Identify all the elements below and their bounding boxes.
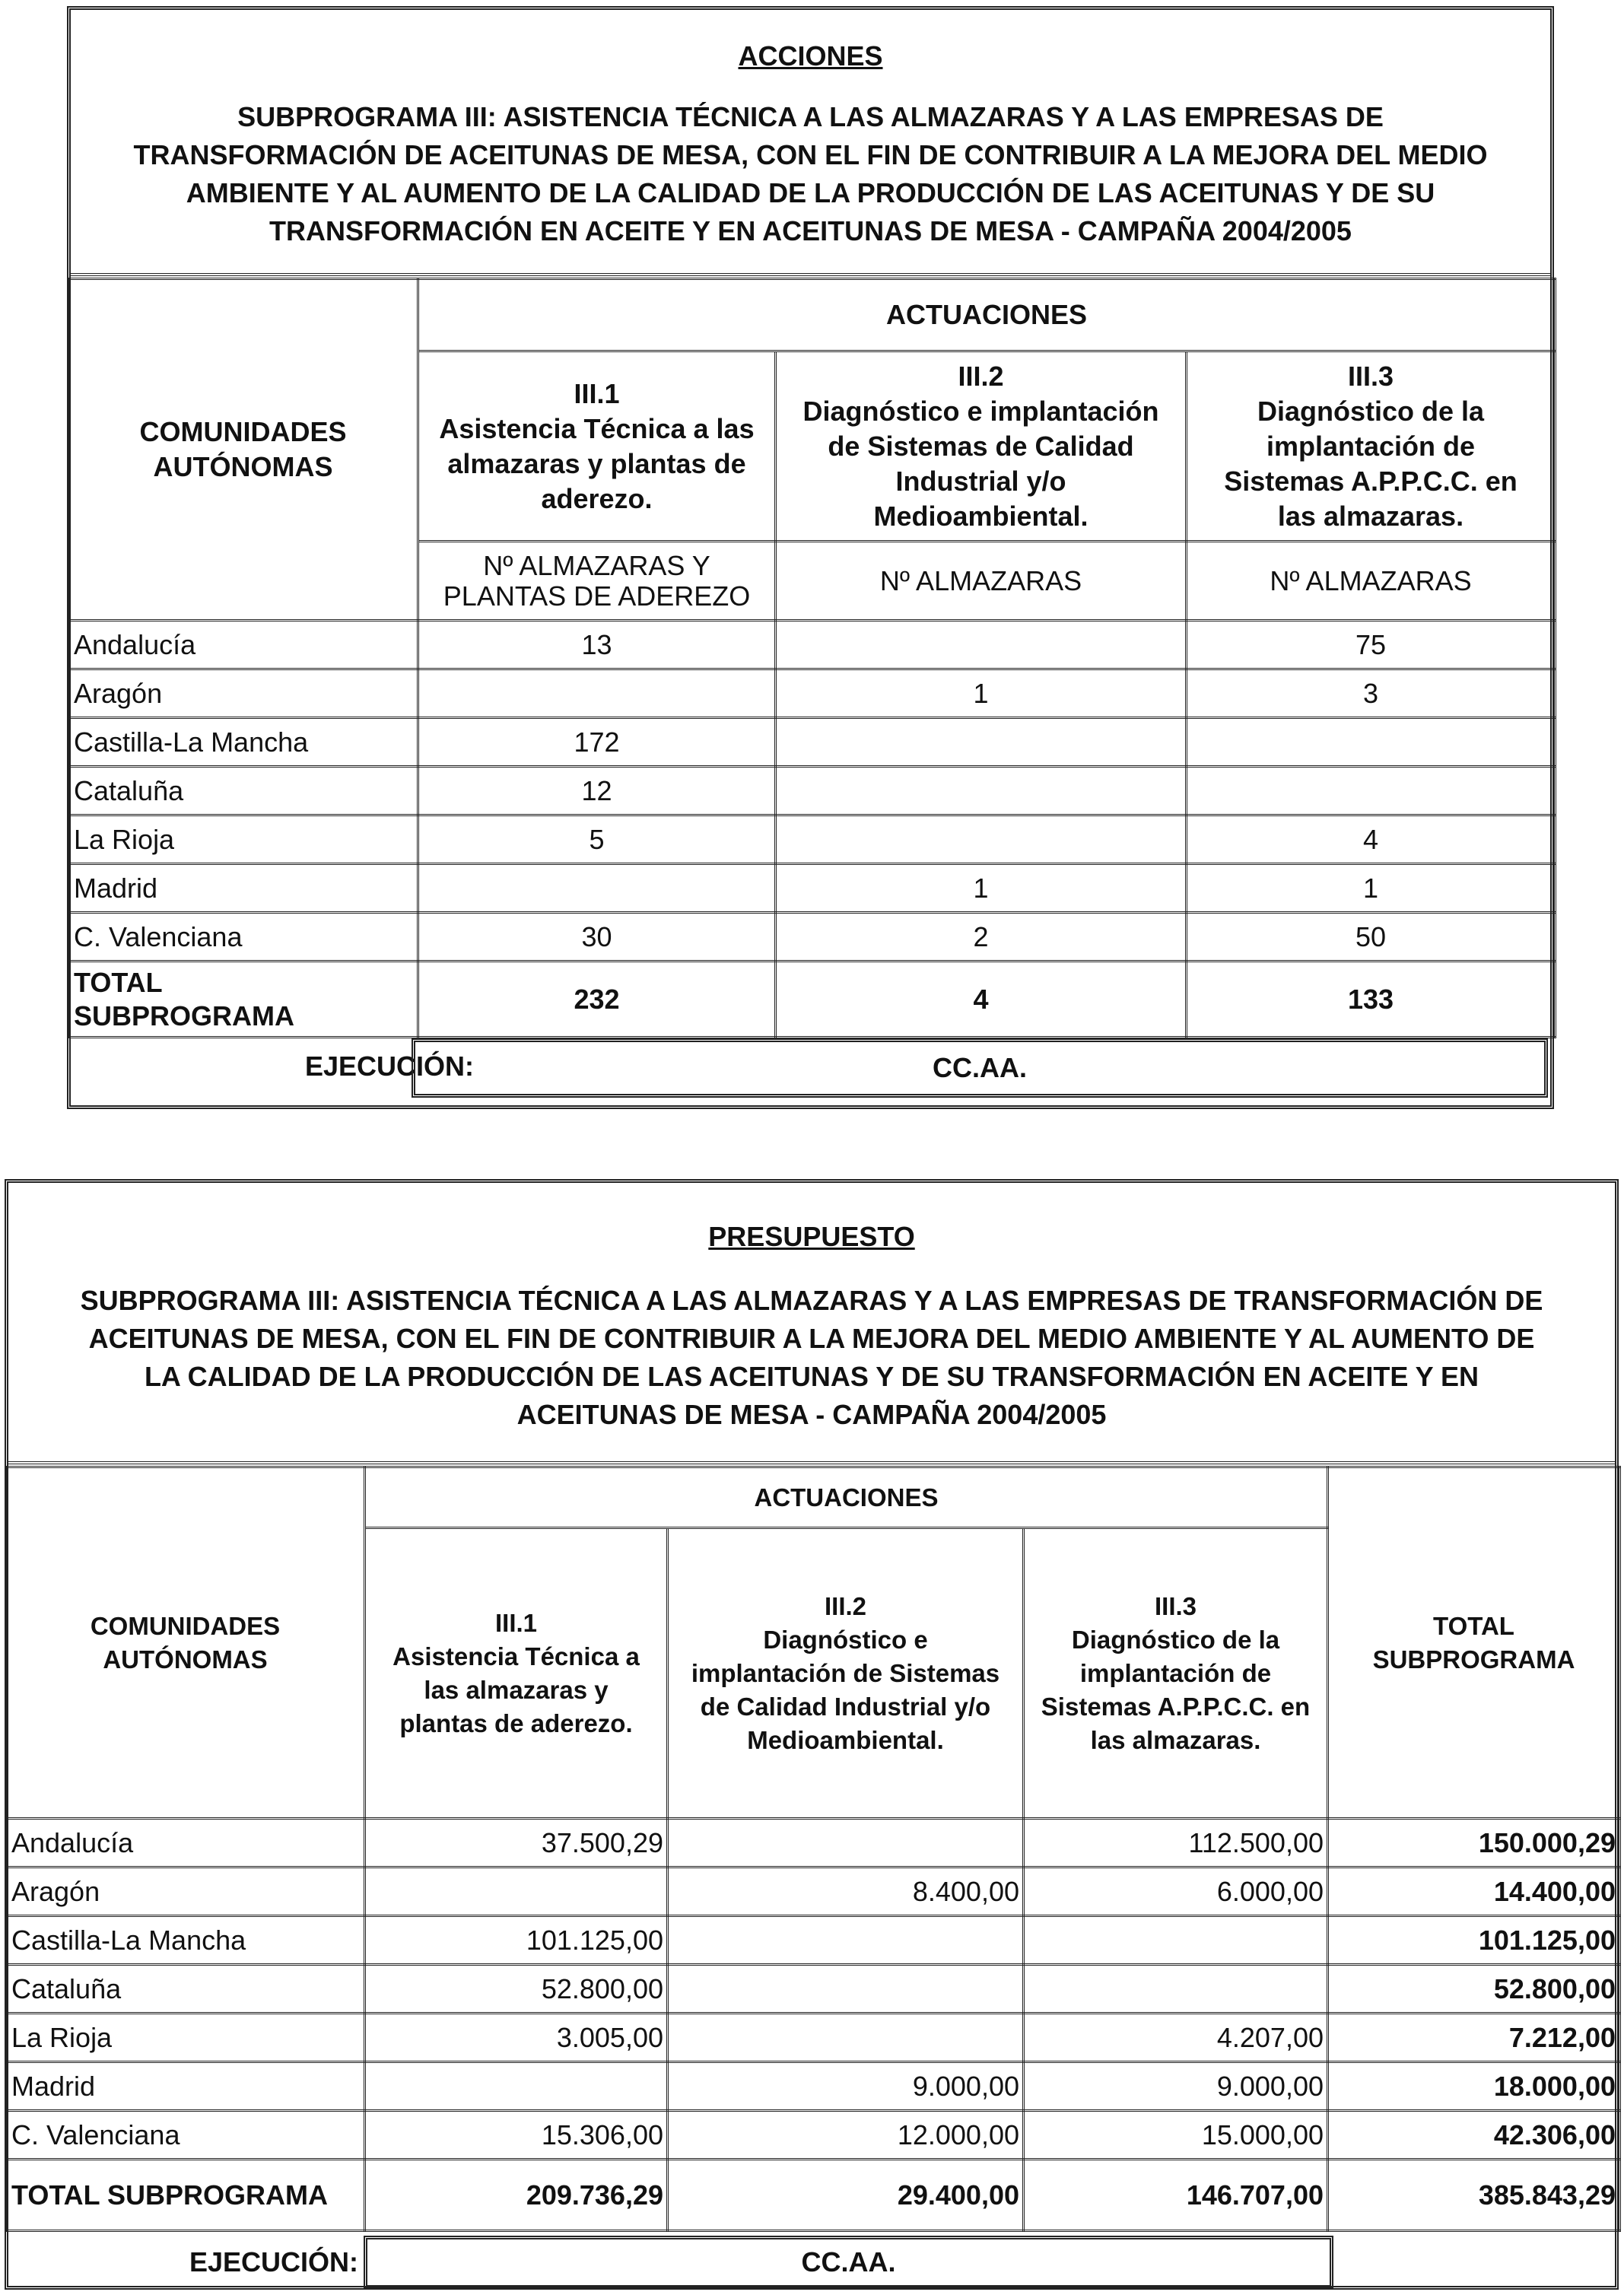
value-cell (365, 2062, 668, 2111)
acciones-unit (418, 542, 776, 621)
col-desc-line: Sistemas A.P.P.C.C. en (1224, 465, 1518, 497)
value-cell: 37.500,29 (365, 1819, 668, 1867)
value-cell: 1 (1187, 864, 1556, 913)
row-total-cell: 52.800,00 (1328, 1965, 1620, 2014)
value-cell: 101.125,00 (365, 1916, 668, 1965)
region-cell: Andalucía (68, 621, 418, 669)
col-code: III.3 (1347, 360, 1394, 392)
col-desc-line: Industrial y/o (895, 465, 1066, 497)
region-cell: Cataluña (68, 767, 418, 815)
presupuesto-panel (5, 1179, 1619, 2290)
table-row (6, 2014, 1620, 2062)
total-value-cell: 232 (418, 962, 776, 1038)
region-cell: Aragón (68, 669, 418, 718)
row-total-cell: 18.000,00 (1328, 2062, 1620, 2111)
acciones-panel (67, 6, 1554, 1109)
presupuesto-subtitle-line: LA CALIDAD DE LA PRODUCCIÓN DE LAS ACEITUNAS Y DE SU TRANSFORMACIÓN EN ACEITE Y EN (144, 1361, 1479, 1392)
acciones-col-header (418, 351, 776, 542)
total-label-line: SUBPROGRAMA (74, 1000, 295, 1031)
acciones-unit: Nº ALMAZARAS (1187, 542, 1556, 621)
presupuesto-subtitle (8, 1282, 1615, 1434)
value-cell: 1 (776, 669, 1187, 718)
total-header-line: SUBPROGRAMA (1372, 1645, 1575, 1674)
table-row (68, 621, 1556, 669)
acciones-caption: ACCIONES (738, 40, 883, 72)
presupuesto-subtitle-line: ACEITUNAS DE MESA, CON EL FIN DE CONTRIBUIR A LA MEJORA DEL MEDIO AMBIENTE Y AL AUMENTO DE (88, 1323, 1535, 1354)
col-desc-line: Asistencia Técnica a las (439, 412, 755, 444)
value-cell: 172 (418, 718, 776, 767)
col-desc-line: Sistemas A.P.P.C.C. en (1041, 1692, 1311, 1721)
value-cell: 6.000,00 (1024, 1867, 1328, 1916)
value-cell: 75 (1187, 621, 1556, 669)
presupuesto-caption: PRESUPUESTO (708, 1221, 915, 1252)
acciones-actuaciones-header: ACTUACIONES (418, 279, 1556, 351)
col-code: III.1 (494, 1608, 538, 1637)
table-row (6, 2062, 1620, 2111)
row-total-cell: 42.306,00 (1328, 2111, 1620, 2160)
value-cell (776, 767, 1187, 815)
region-cell: La Rioja (6, 2014, 365, 2062)
value-cell: 8.400,00 (668, 1867, 1024, 1916)
unit-line: PLANTAS DE ADEREZO (443, 580, 751, 612)
acciones-unit: Nº ALMAZARAS (776, 542, 1187, 621)
value-cell (1187, 718, 1556, 767)
acciones-col-header (776, 351, 1187, 542)
value-cell (776, 621, 1187, 669)
region-header-line: COMUNIDADES (90, 1611, 281, 1640)
presupuesto-region-header (6, 1467, 365, 1819)
col-desc-line: Diagnóstico de la (1257, 395, 1485, 427)
value-cell (1024, 1965, 1328, 2014)
col-desc-line: las almazaras. (1090, 1725, 1261, 1754)
col-desc-line: las almazaras y (424, 1675, 609, 1704)
col-desc-line: Medioambiental. (873, 500, 1088, 532)
presupuesto-ejecucion-value: CC.AA. (364, 2236, 1333, 2289)
table-row (6, 1965, 1620, 2014)
presupuesto-header (8, 1183, 1615, 1464)
value-cell (668, 1916, 1024, 1965)
value-cell: 13 (418, 621, 776, 669)
value-cell: 112.500,00 (1024, 1819, 1328, 1867)
region-cell: Castilla-La Mancha (6, 1916, 365, 1965)
acciones-subtitle (71, 98, 1550, 250)
value-cell: 3.005,00 (365, 2014, 668, 2062)
col-code: III.3 (1154, 1591, 1197, 1620)
total-header-line: TOTAL (1433, 1611, 1514, 1640)
presupuesto-total-header (1328, 1467, 1620, 1819)
col-desc-line: las almazaras. (1277, 500, 1464, 532)
acciones-subtitle-line: SUBPROGRAMA III: ASISTENCIA TÉCNICA A LAS ALMAZARAS Y A LAS EMPRESAS DE (237, 101, 1384, 132)
presupuesto-col-header (1024, 1528, 1328, 1819)
acciones-header (71, 10, 1550, 276)
value-cell: 2 (776, 913, 1187, 962)
value-cell (668, 1819, 1024, 1867)
col-desc-line: aderezo. (541, 482, 653, 514)
region-header-line: AUTÓNOMAS (153, 451, 333, 482)
value-cell: 9.000,00 (668, 2062, 1024, 2111)
presupuesto-col-header (668, 1528, 1024, 1819)
table-row (68, 669, 1556, 718)
value-cell: 15.000,00 (1024, 2111, 1328, 2160)
row-total-cell: 14.400,00 (1328, 1867, 1620, 1916)
col-desc-line: de Calidad Industrial y/o (700, 1692, 991, 1721)
presupuesto-subtitle-line: SUBPROGRAMA III: ASISTENCIA TÉCNICA A LAS ALMAZARAS Y A LAS EMPRESAS DE TRANSFORMACIÓN DE (80, 1285, 1543, 1316)
col-code: III.2 (958, 360, 1004, 392)
value-cell (668, 1965, 1024, 2014)
value-cell: 3 (1187, 669, 1556, 718)
col-desc-line: almazaras y plantas de (447, 447, 746, 479)
col-desc-line: implantación de Sistemas (691, 1658, 1000, 1687)
col-desc-line: implantación de (1079, 1658, 1272, 1687)
table-row (6, 1819, 1620, 1867)
acciones-ejecucion-value: CC.AA. (412, 1038, 1548, 1098)
value-cell: 50 (1187, 913, 1556, 962)
total-label-cell (68, 962, 418, 1038)
col-code: III.2 (824, 1591, 867, 1620)
value-cell (365, 1867, 668, 1916)
value-cell: 4.207,00 (1024, 2014, 1328, 2062)
region-cell: Andalucía (6, 1819, 365, 1867)
value-cell (1024, 1916, 1328, 1965)
region-cell: Aragón (6, 1867, 365, 1916)
value-cell: 15.306,00 (365, 2111, 668, 2160)
acciones-subtitle-line: AMBIENTE Y AL AUMENTO DE LA CALIDAD DE LA PRODUCCIÓN DE LAS ACEITUNAS Y DE SU (186, 177, 1435, 208)
col-code: III.1 (574, 377, 620, 409)
total-value-cell: 146.707,00 (1024, 2160, 1328, 2231)
col-desc-line: Diagnóstico de la (1071, 1625, 1280, 1654)
col-desc-line: plantas de aderezo. (399, 1709, 633, 1737)
value-cell: 4 (1187, 815, 1556, 864)
value-cell (776, 815, 1187, 864)
row-total-cell: 101.125,00 (1328, 1916, 1620, 1965)
value-cell (668, 2014, 1024, 2062)
presupuesto-table (5, 1466, 1621, 2232)
col-desc-line: Diagnóstico e implantación (802, 395, 1159, 427)
region-cell: La Rioja (68, 815, 418, 864)
region-cell: Madrid (68, 864, 418, 913)
region-cell: C. Valenciana (68, 913, 418, 962)
table-row (6, 1867, 1620, 1916)
presupuesto-col-header (365, 1528, 668, 1819)
total-label-line: TOTAL (74, 966, 163, 998)
region-cell: C. Valenciana (6, 2111, 365, 2160)
acciones-table (67, 278, 1556, 1038)
acciones-ejecucion-label: EJECUCIÓN: (304, 1051, 474, 1082)
acciones-subtitle-line: TRANSFORMACIÓN EN ACEITE Y EN ACEITUNAS DE MESA - CAMPAÑA 2004/2005 (269, 215, 1352, 246)
total-value-cell: 133 (1187, 962, 1556, 1038)
col-desc-line: Medioambiental. (747, 1725, 944, 1754)
region-cell: Madrid (6, 2062, 365, 2111)
region-cell: Castilla-La Mancha (68, 718, 418, 767)
acciones-col-header (1187, 351, 1556, 542)
total-label-cell: TOTAL SUBPROGRAMA (6, 2160, 365, 2231)
table-row (68, 913, 1556, 962)
total-value-cell: 29.400,00 (668, 2160, 1024, 2231)
col-desc-line: de Sistemas de Calidad (828, 430, 1134, 462)
total-value-cell: 209.736,29 (365, 2160, 668, 2231)
table-row (68, 718, 1556, 767)
total-row (6, 2160, 1620, 2231)
value-cell (1187, 767, 1556, 815)
row-total-cell: 150.000,29 (1328, 1819, 1620, 1867)
value-cell: 9.000,00 (1024, 2062, 1328, 2111)
table-row (6, 1916, 1620, 1965)
value-cell: 52.800,00 (365, 1965, 668, 2014)
unit-line: Nº ALMAZARAS Y (483, 549, 710, 581)
col-desc-line: implantación de (1266, 430, 1476, 462)
row-total-cell: 7.212,00 (1328, 2014, 1620, 2062)
acciones-subtitle-line: TRANSFORMACIÓN DE ACEITUNAS DE MESA, CON EL FIN DE CONTRIBUIR A LA MEJORA DEL MEDIO (133, 139, 1488, 170)
grand-total-cell: 385.843,29 (1328, 2160, 1620, 2231)
table-row (68, 767, 1556, 815)
region-header-line: AUTÓNOMAS (103, 1645, 268, 1674)
table-row (6, 2111, 1620, 2160)
total-value-cell: 4 (776, 962, 1187, 1038)
presupuesto-subtitle-line: ACEITUNAS DE MESA - CAMPAÑA 2004/2005 (516, 1399, 1107, 1430)
value-cell: 12 (418, 767, 776, 815)
value-cell: 1 (776, 864, 1187, 913)
presupuesto-ejecucion-label: EJECUCIÓN: (189, 2246, 358, 2278)
value-cell (418, 669, 776, 718)
acciones-region-header (68, 279, 418, 621)
value-cell (418, 864, 776, 913)
total-row (68, 962, 1556, 1038)
col-desc-line: Asistencia Técnica a (392, 1642, 640, 1670)
presupuesto-actuaciones-header: ACTUACIONES (365, 1467, 1328, 1528)
value-cell: 12.000,00 (668, 2111, 1024, 2160)
table-row (68, 864, 1556, 913)
value-cell: 5 (418, 815, 776, 864)
region-header-line: COMUNIDADES (139, 416, 347, 447)
col-desc-line: Diagnóstico e (763, 1625, 928, 1654)
value-cell (776, 718, 1187, 767)
value-cell: 30 (418, 913, 776, 962)
table-row (68, 815, 1556, 864)
region-cell: Cataluña (6, 1965, 365, 2014)
